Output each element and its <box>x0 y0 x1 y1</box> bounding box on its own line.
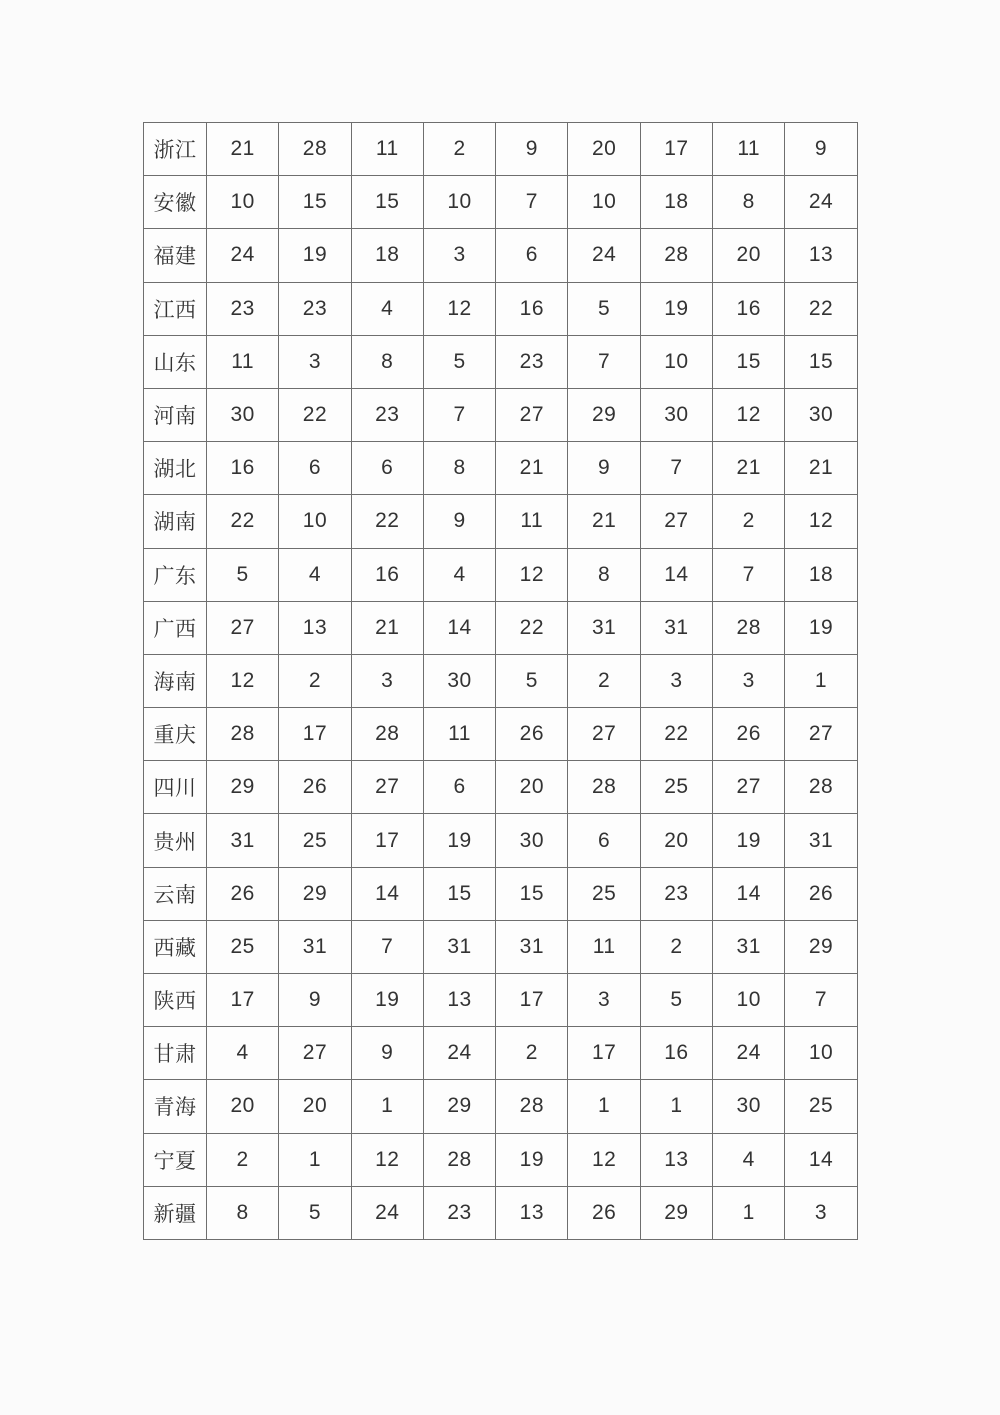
value-cell: 19 <box>351 974 423 1027</box>
table-row <box>144 1133 858 1186</box>
value-cell: 9 <box>568 442 640 495</box>
table-row <box>144 1027 858 1080</box>
table-row <box>144 814 858 867</box>
value-cell: 22 <box>207 495 279 548</box>
value-cell: 22 <box>351 495 423 548</box>
province-name-cell: 山东 <box>144 335 207 388</box>
value-cell: 26 <box>713 708 785 761</box>
value-cell: 26 <box>568 1186 640 1239</box>
value-cell: 3 <box>713 654 785 707</box>
value-cell: 25 <box>207 920 279 973</box>
value-cell: 16 <box>351 548 423 601</box>
value-cell: 20 <box>640 814 712 867</box>
value-cell: 9 <box>423 495 495 548</box>
value-cell: 17 <box>351 814 423 867</box>
value-cell: 30 <box>496 814 568 867</box>
value-cell: 31 <box>785 814 857 867</box>
value-cell: 1 <box>640 1080 712 1133</box>
value-cell: 4 <box>351 282 423 335</box>
value-cell: 5 <box>496 654 568 707</box>
value-cell: 22 <box>496 601 568 654</box>
value-cell: 31 <box>568 601 640 654</box>
value-cell: 11 <box>713 123 785 176</box>
province-name-cell: 福建 <box>144 229 207 282</box>
value-cell: 31 <box>423 920 495 973</box>
value-cell: 27 <box>207 601 279 654</box>
province-name-cell: 西藏 <box>144 920 207 973</box>
value-cell: 14 <box>640 548 712 601</box>
value-cell: 27 <box>279 1027 351 1080</box>
value-cell: 13 <box>496 1186 568 1239</box>
value-cell: 17 <box>568 1027 640 1080</box>
value-cell: 19 <box>423 814 495 867</box>
table-row <box>144 176 858 229</box>
value-cell: 29 <box>423 1080 495 1133</box>
value-cell: 16 <box>496 282 568 335</box>
value-cell: 22 <box>279 388 351 441</box>
value-cell: 15 <box>351 176 423 229</box>
value-cell: 28 <box>207 708 279 761</box>
value-cell: 23 <box>351 388 423 441</box>
value-cell: 28 <box>423 1133 495 1186</box>
value-cell: 7 <box>640 442 712 495</box>
value-cell: 26 <box>496 708 568 761</box>
value-cell: 16 <box>207 442 279 495</box>
value-cell: 3 <box>279 335 351 388</box>
table-row <box>144 920 858 973</box>
value-cell: 2 <box>423 123 495 176</box>
value-cell: 1 <box>785 654 857 707</box>
value-cell: 18 <box>785 548 857 601</box>
value-cell: 15 <box>713 335 785 388</box>
province-name-cell: 宁夏 <box>144 1133 207 1186</box>
value-cell: 28 <box>496 1080 568 1133</box>
value-cell: 15 <box>496 867 568 920</box>
value-cell: 28 <box>640 229 712 282</box>
value-cell: 6 <box>351 442 423 495</box>
value-cell: 25 <box>640 761 712 814</box>
value-cell: 4 <box>713 1133 785 1186</box>
province-data-table <box>143 122 858 1240</box>
value-cell: 3 <box>423 229 495 282</box>
table-row <box>144 388 858 441</box>
value-cell: 28 <box>351 708 423 761</box>
value-cell: 24 <box>423 1027 495 1080</box>
value-cell: 14 <box>713 867 785 920</box>
value-cell: 26 <box>207 867 279 920</box>
province-name-cell: 广东 <box>144 548 207 601</box>
value-cell: 31 <box>279 920 351 973</box>
value-cell: 15 <box>279 176 351 229</box>
value-cell: 13 <box>785 229 857 282</box>
value-cell: 20 <box>207 1080 279 1133</box>
value-cell: 15 <box>785 335 857 388</box>
value-cell: 21 <box>207 123 279 176</box>
value-cell: 9 <box>351 1027 423 1080</box>
value-cell: 5 <box>279 1186 351 1239</box>
value-cell: 21 <box>568 495 640 548</box>
value-cell: 16 <box>640 1027 712 1080</box>
value-cell: 20 <box>496 761 568 814</box>
value-cell: 17 <box>496 974 568 1027</box>
value-cell: 2 <box>496 1027 568 1080</box>
value-cell: 27 <box>496 388 568 441</box>
value-cell: 13 <box>640 1133 712 1186</box>
province-name-cell: 云南 <box>144 867 207 920</box>
value-cell: 28 <box>279 123 351 176</box>
value-cell: 27 <box>785 708 857 761</box>
value-cell: 18 <box>640 176 712 229</box>
value-cell: 15 <box>423 867 495 920</box>
province-name-cell: 浙江 <box>144 123 207 176</box>
value-cell: 17 <box>279 708 351 761</box>
value-cell: 20 <box>713 229 785 282</box>
table-row <box>144 282 858 335</box>
value-cell: 29 <box>785 920 857 973</box>
value-cell: 25 <box>279 814 351 867</box>
value-cell: 19 <box>279 229 351 282</box>
value-cell: 10 <box>279 495 351 548</box>
value-cell: 30 <box>785 388 857 441</box>
value-cell: 29 <box>568 388 640 441</box>
value-cell: 10 <box>713 974 785 1027</box>
value-cell: 12 <box>785 495 857 548</box>
value-cell: 12 <box>568 1133 640 1186</box>
value-cell: 24 <box>568 229 640 282</box>
value-cell: 28 <box>568 761 640 814</box>
value-cell: 4 <box>207 1027 279 1080</box>
value-cell: 14 <box>351 867 423 920</box>
value-cell: 2 <box>640 920 712 973</box>
value-cell: 13 <box>279 601 351 654</box>
value-cell: 1 <box>568 1080 640 1133</box>
value-cell: 12 <box>207 654 279 707</box>
value-cell: 8 <box>568 548 640 601</box>
value-cell: 28 <box>713 601 785 654</box>
value-cell: 22 <box>640 708 712 761</box>
value-cell: 7 <box>423 388 495 441</box>
table-row <box>144 335 858 388</box>
value-cell: 23 <box>279 282 351 335</box>
value-cell: 29 <box>640 1186 712 1239</box>
table-row <box>144 761 858 814</box>
province-name-cell: 贵州 <box>144 814 207 867</box>
value-cell: 6 <box>568 814 640 867</box>
province-name-cell: 重庆 <box>144 708 207 761</box>
value-cell: 24 <box>351 1186 423 1239</box>
table-row <box>144 548 858 601</box>
value-cell: 7 <box>713 548 785 601</box>
value-cell: 9 <box>496 123 568 176</box>
value-cell: 18 <box>351 229 423 282</box>
value-cell: 7 <box>351 920 423 973</box>
value-cell: 12 <box>496 548 568 601</box>
value-cell: 21 <box>351 601 423 654</box>
province-name-cell: 海南 <box>144 654 207 707</box>
value-cell: 29 <box>207 761 279 814</box>
table-row <box>144 495 858 548</box>
value-cell: 25 <box>785 1080 857 1133</box>
province-name-cell: 陕西 <box>144 974 207 1027</box>
value-cell: 11 <box>207 335 279 388</box>
province-name-cell: 河南 <box>144 388 207 441</box>
value-cell: 8 <box>713 176 785 229</box>
value-cell: 1 <box>279 1133 351 1186</box>
value-cell: 11 <box>351 123 423 176</box>
value-cell: 31 <box>496 920 568 973</box>
value-cell: 5 <box>423 335 495 388</box>
table-row <box>144 708 858 761</box>
value-cell: 7 <box>785 974 857 1027</box>
value-cell: 20 <box>568 123 640 176</box>
value-cell: 3 <box>785 1186 857 1239</box>
value-cell: 20 <box>279 1080 351 1133</box>
value-cell: 23 <box>207 282 279 335</box>
value-cell: 27 <box>713 761 785 814</box>
value-cell: 27 <box>640 495 712 548</box>
value-cell: 2 <box>568 654 640 707</box>
value-cell: 6 <box>496 229 568 282</box>
value-cell: 4 <box>279 548 351 601</box>
value-cell: 6 <box>423 761 495 814</box>
province-name-cell: 湖北 <box>144 442 207 495</box>
value-cell: 30 <box>640 388 712 441</box>
value-cell: 11 <box>423 708 495 761</box>
value-cell: 7 <box>568 335 640 388</box>
table-row <box>144 974 858 1027</box>
province-name-cell: 湖南 <box>144 495 207 548</box>
value-cell: 26 <box>785 867 857 920</box>
value-cell: 30 <box>713 1080 785 1133</box>
value-cell: 17 <box>640 123 712 176</box>
value-cell: 24 <box>207 229 279 282</box>
value-cell: 5 <box>568 282 640 335</box>
value-cell: 31 <box>713 920 785 973</box>
value-cell: 21 <box>785 442 857 495</box>
value-cell: 1 <box>713 1186 785 1239</box>
value-cell: 11 <box>568 920 640 973</box>
value-cell: 12 <box>713 388 785 441</box>
value-cell: 4 <box>423 548 495 601</box>
value-cell: 30 <box>207 388 279 441</box>
value-cell: 19 <box>713 814 785 867</box>
value-cell: 26 <box>279 761 351 814</box>
value-cell: 14 <box>423 601 495 654</box>
value-cell: 2 <box>279 654 351 707</box>
value-cell: 19 <box>785 601 857 654</box>
value-cell: 19 <box>496 1133 568 1186</box>
province-name-cell: 江西 <box>144 282 207 335</box>
table-row <box>144 654 858 707</box>
table-row <box>144 601 858 654</box>
value-cell: 12 <box>423 282 495 335</box>
value-cell: 21 <box>713 442 785 495</box>
value-cell: 27 <box>351 761 423 814</box>
value-cell: 7 <box>496 176 568 229</box>
value-cell: 10 <box>785 1027 857 1080</box>
value-cell: 29 <box>279 867 351 920</box>
value-cell: 30 <box>423 654 495 707</box>
value-cell: 31 <box>640 601 712 654</box>
value-cell: 16 <box>713 282 785 335</box>
value-cell: 5 <box>640 974 712 1027</box>
table-row <box>144 1186 858 1239</box>
value-cell: 21 <box>496 442 568 495</box>
value-cell: 8 <box>423 442 495 495</box>
value-cell: 27 <box>568 708 640 761</box>
value-cell: 11 <box>496 495 568 548</box>
province-name-cell: 新疆 <box>144 1186 207 1239</box>
value-cell: 10 <box>640 335 712 388</box>
value-cell: 25 <box>568 867 640 920</box>
province-name-cell: 安徽 <box>144 176 207 229</box>
table-row <box>144 123 858 176</box>
value-cell: 2 <box>207 1133 279 1186</box>
value-cell: 1 <box>351 1080 423 1133</box>
value-cell: 5 <box>207 548 279 601</box>
value-cell: 8 <box>207 1186 279 1239</box>
table-row <box>144 229 858 282</box>
value-cell: 10 <box>568 176 640 229</box>
province-name-cell: 广西 <box>144 601 207 654</box>
value-cell: 10 <box>207 176 279 229</box>
value-cell: 22 <box>785 282 857 335</box>
value-cell: 13 <box>423 974 495 1027</box>
value-cell: 28 <box>785 761 857 814</box>
table-row <box>144 442 858 495</box>
value-cell: 24 <box>785 176 857 229</box>
value-cell: 9 <box>785 123 857 176</box>
value-cell: 6 <box>279 442 351 495</box>
value-cell: 3 <box>568 974 640 1027</box>
province-name-cell: 四川 <box>144 761 207 814</box>
value-cell: 17 <box>207 974 279 1027</box>
value-cell: 19 <box>640 282 712 335</box>
value-cell: 23 <box>423 1186 495 1239</box>
value-cell: 14 <box>785 1133 857 1186</box>
province-name-cell: 青海 <box>144 1080 207 1133</box>
table-body <box>144 123 858 1240</box>
value-cell: 2 <box>713 495 785 548</box>
value-cell: 23 <box>496 335 568 388</box>
value-cell: 3 <box>351 654 423 707</box>
value-cell: 12 <box>351 1133 423 1186</box>
table-row <box>144 867 858 920</box>
value-cell: 31 <box>207 814 279 867</box>
table-row <box>144 1080 858 1133</box>
value-cell: 24 <box>713 1027 785 1080</box>
value-cell: 9 <box>279 974 351 1027</box>
value-cell: 3 <box>640 654 712 707</box>
value-cell: 8 <box>351 335 423 388</box>
value-cell: 23 <box>640 867 712 920</box>
value-cell: 10 <box>423 176 495 229</box>
province-name-cell: 甘肃 <box>144 1027 207 1080</box>
